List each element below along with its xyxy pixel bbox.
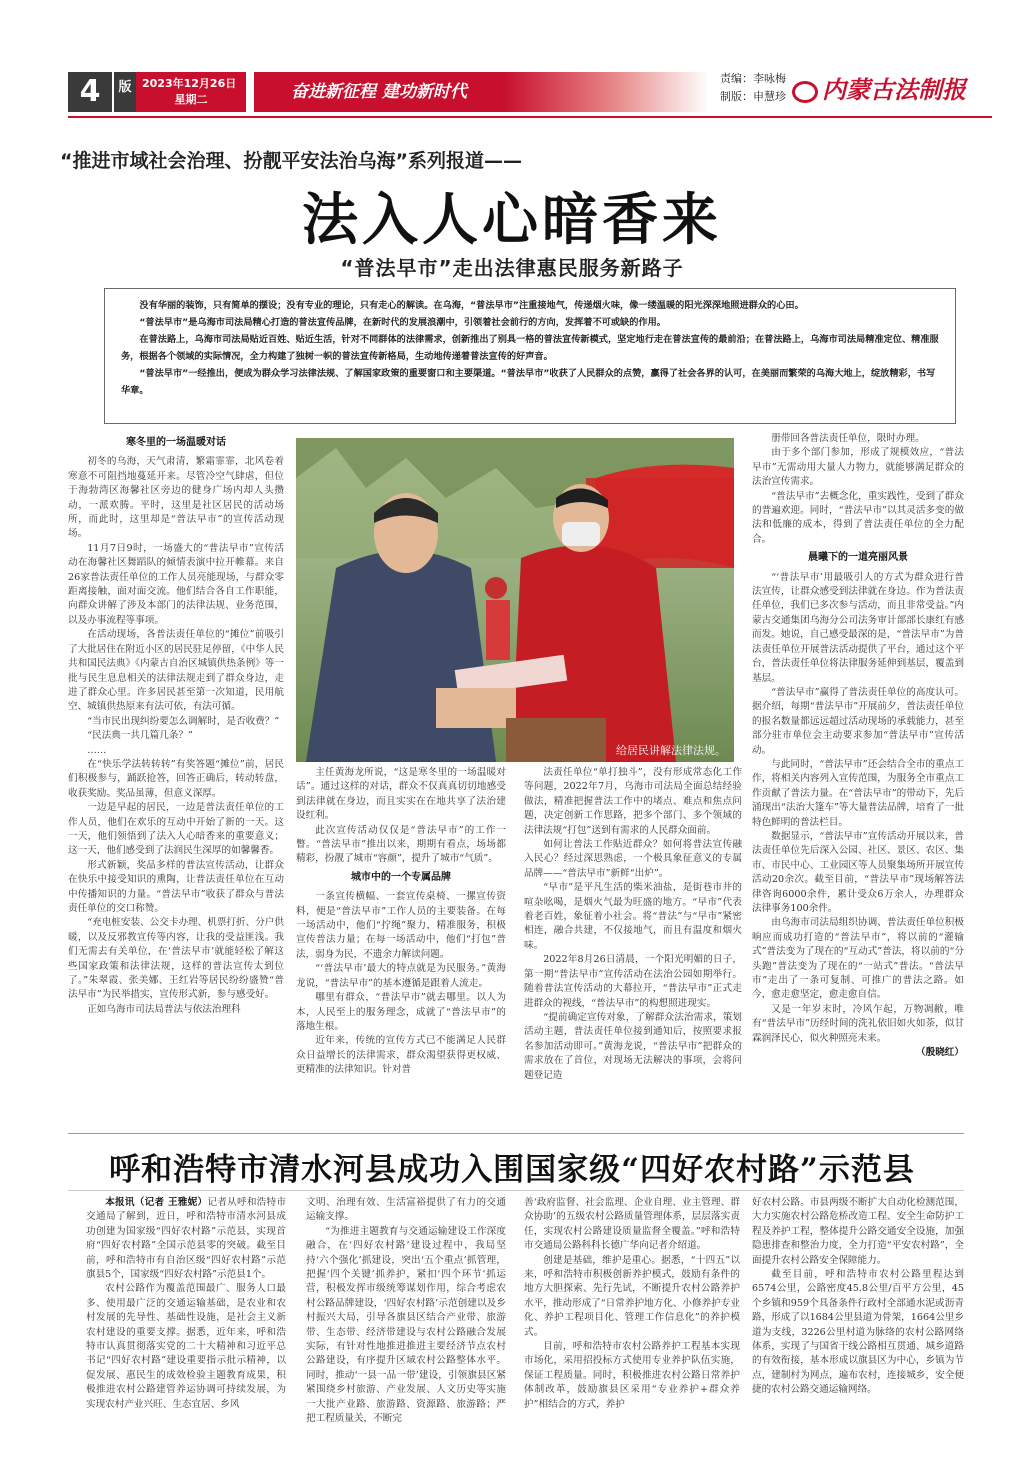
body-paragraph: 形式新颖，奖品多样的普法宣传活动，让群众在快乐中接受知识的熏陶，让普法责任单位在互动中传播知识的力量。“普法早市”收获了群众与普法责任单位的交口称赞。 [68,859,284,914]
masthead [792,70,992,110]
article-intro-box [104,288,956,424]
intro-paragraph: “普法早市”一经推出，便成为群众学习法律法规、了解国家政策的重要窗口和主要渠道。“普法早市”收获了人民群众的点赞，赢得了社会各界的认可，在美丽而繁荣的乌海大地上，绽放精彩，书写华章。 [121,368,936,396]
news-lead: 本报讯（记者 王雅妮） [105,1197,208,1208]
article-2-rule [68,1190,964,1191]
body-paragraph: 主任黄海龙所说，“这是寒冬里的一场温暖对话”。通过这样的对话，群众不仅真真切切地感受到法律就在身边，而且实实在在地共享了法治建设红利。 [296,767,506,822]
body-paragraph: “为推进主题教育与交通运输建设工作深度融合，在‘四好农村路’建设过程中，我局坚持‘六个强化’抓建设，突出‘五个重点’抓管理，把握‘四个关键’抓养护，紧扣‘四个环节’抓运营，积极发挥市级统筹谋划作用，综合考虑农村公路品牌建设，‘四好农村路’示范创建以及乡村振兴大局，引导各旗县区结合产业带、旅游带、生态带、经济带建设与农村公路融合发展实际，有针对性地推进推进主要经济节点农村公路建设，有序提升区域农村公路整体水平。同时，推动‘一县一品一带’建设，引领旗县区紧紧围绕乡村旅游、产业发展、人文历史等实施一大批产业路、旅游路、资源路、旅游路；严把工程质量关，不断完 [306,1225,506,1425]
article-2-headline: 呼和浩特市清水河县成功入围国家级“四好农村路”示范县 [109,1152,915,1188]
body-paragraph: 在“快乐学法转转转”有奖答题“摊位”前，居民们积极参与，踊跃抢答，回答正确后，转动转盘，收获奖励。奖品虽薄，但意义深厚。 [68,758,284,799]
body-paragraph: “普法早市”赢得了普法责任单位的高度认可。据介绍，每期“普法早市”开展前夕，普法责任单位的报名数量都远远超过活动现场的承载能力，甚至部分驻市单位会主动要求参加“普法早市”宣传活动。 [752,686,964,756]
section-heading: 城市中的一个专属品牌 [351,871,451,883]
body-paragraph: 在活动现场，各普法责任单位的“摊位”前吸引了大批居住在附近小区的居民驻足停留，《中华人民共和国民法典》《内蒙古自治区城镇供热条例》等一批与民生息息相关的法律法规走到了群众身边，走进了群众心里。许多居民甚至第一次知道，民用航空、城镇供热原来有法可依，有法可循。 [68,629,284,713]
body-paragraph: 如何让普法工作贴近群众？如何将普法宣传融入民心？经过深思熟虑，一个极具象征意义的专属品牌——“普法早市”新鲜“出炉”。 [524,839,742,879]
news-photo-illustration [296,438,734,762]
body-paragraph: 目前，呼和浩特市农村公路养护工程基本实现市场化，采用招投标方式使用专业养护队伍实施，保证工程质量。同时，积极推进农村公路日常养护体制改革，鼓励旗县区采用“专业养护+群众养护”相结合的方式，养护 [524,1341,740,1410]
body-paragraph: 农村公路作为覆盖范围最广、服务人口最多、使用最广泛的交通运输基础，是农业和农村发展的先导性、基础性设施，是社会主义新农村建设的重要支撑。据悉，近年来，呼和浩特市认真贯彻落实党的二十大精神和习近平总书记“四好农村路”建设重要指示批示精神，以促发展、惠民生的成效检验主题教育成果，积极推进农村公路建管养运协调可持续发展，为实现农村产业兴旺、生态宜居、乡风 [86,1283,286,1410]
body-paragraph: 册带回各普法责任单位，限时办理。 [771,433,925,444]
article-column-2 [296,766,506,1125]
body-paragraph: 创建是基础，维护是重心。据悉，“十四五”以来，呼和浩特市积极创新养护模式，鼓励有条件的地方大胆探索、先行先试，不断提升农村公路养护水平，推动形成了“日常养护地方化、小修养护专业化、养护工程项目化、管理工作信息化”的养护模式。 [524,1254,740,1338]
body-paragraph: 又是一年岁末时，冷风乍起，万物凋敝，唯有“普法早市”历经时间的洗礼依旧如火如荼，似甘霖润泽民心，似火种照亮未来。 [752,1003,964,1044]
article-column-4 [752,432,964,1125]
section-banner-gradient [504,72,709,112]
article-byline: （殷晓红） [916,1047,964,1059]
section-banner: 奋进新征程 建功新时代 [254,72,504,112]
body-paragraph: 2022年8月26日清晨，一个阳光明媚的日子，第一期“普法早市”宣传活动在法治公园如期举行。随着普法宣传活动的大幕拉开，“普法早市”正式走进群众的视线，“普法早市”的构想照进现实。 [524,954,742,1009]
editor-credits [720,70,786,106]
page-number: 4 [68,72,112,112]
issue-date: 2023年12月26日 [142,77,237,90]
body-paragraph: “早市”是平凡生活的柴米油盐，是街巷市井的喧杂吆喝，是烟火气最为旺盛的地方。“早市”代表着老百姓，象征着小社会。将“普法”与“早市”紧密相连，融合共建，不仅接地气，而且有温度和烟火味。 [524,882,742,951]
body-paragraph: 由于多个部门参加，形成了规模效应，“普法早市”无需动用大量人力物力，就能够满足群众的法治宣传需求。 [752,447,964,488]
body-paragraph: “当市民出现纠纷要怎么调解时，是否收费？” [87,715,280,727]
body-paragraph [86,1196,286,1282]
body-paragraph: 11月7日9时，一场盛大的“普法早市”宣传活动在海馨社区舞蹈队的倾情表演中拉开帷幕。来自26家普法责任单位的工作人员亮能现场，与群众零距离接触，面对面交流。他们结合各自工作职能，向群众讲解了涉及本部门的法律法规、业务范围，以及办事流程等事项。 [68,542,284,626]
body-paragraph: “‘普法早市’用最吸引人的方式为群众进行普法宣传，让群众感受到法律就在身边。作为普法责任单位，我们已多次参与活动，而且非常受益。”内蒙古交通集团乌海分公司法务审计部部长康红有感而发。她说，自己感受最深的是，“普法早市”为普法责任单位开展普法活动提供了平台，通过这个平台，普法责任单位将法律服务延伸到基层，覆盖到基层。 [752,571,964,684]
photo-caption: 给居民讲解法律法规。 [616,744,726,757]
body-paragraph: 截至目前，呼和浩特市农村公路里程达到6574公里，公路密度45.8公里/百平方公里，45个乡镇和959个具备条件行政村全部通水泥或沥青路，形成了以1684公里县道为骨架，1664公里乡道为支线，3226公里村道为脉络的农村公路网络体系，实现了与国省干线公路相互贯通、城乡道路的有效衔接，基本形成以旗县区为中心，乡镇为节点，建制村为网点，遍布农村，连接城乡，安全便捷的农村公路交通运输网络。 [752,1269,964,1396]
body-paragraph: 此次宣传活动仅仅是“普法早市”的工作一瞥。“普法早市”推出以来，期期有看点，场场都精彩，扮靓了城市“容颜”，提升了城市“气质”。 [296,824,506,865]
body-text: 记者从呼和浩特市交通局了解到，近日，呼和浩特市清水河县成功创建为国家级“四好农村路”示范县，实现首府“四好农村路”全国示范县零的突破。截至目前，呼和浩特市有自治区级“四好农村路”示范旗县5个，国家级“四好农村路”示范县1个。 [86,1197,286,1281]
header-rule [68,116,992,118]
article-headline: 法入人心暗香来 [302,187,722,253]
body-paragraph: 数据显示，“普法早市”宣传活动开展以来，普法责任单位先后深入公园、社区、景区、农区、集市、市民中心、工业园区等人员聚集场所开展宣传活动20余次。截至目前，“普法早市”现场解答法律咨询6000余件，累计受众6万余人，办理群众法律事务100余件。 [752,830,964,914]
article-column-3 [524,766,742,1125]
article-2-column-3 [524,1196,740,1458]
series-title: “推进市域社会治理、扮靓平安法治乌海”系列报道—— [60,150,522,172]
article-divider [68,1133,964,1134]
section-heading: 寒冬里的一场温暖对话 [126,437,226,448]
issue-date-box [136,72,246,112]
body-paragraph: “普法早市”去概念化，重实践性，受到了群众的普遍欢迎。同时，“普法早市”以其灵活多变的做法和低廉的成本，得到了普法责任单位的全力配合。 [752,490,964,545]
article-2-column-4 [752,1196,964,1458]
body-paragraph: 近年来，传统的宣传方式已不能满足人民群众日益增长的法律需求，群众渴望获得更权威、更精准的法律知识。针对普 [296,1035,506,1076]
body-paragraph: “民法典一共几篇几条？” [87,730,193,742]
body-paragraph: 正如乌海市司法局普法与依法治理科 [87,1003,241,1015]
body-paragraph: “充电桩安装、公交卡办理、机票打折、分户供暖，以及反邪教宣传等内容，让我的受益匪浅。我们无需去有关单位，在‘普法早市’就能轻松了解这些国家政策和法律法规，这样的普法宣传太到位了。”朱翠霞、张美娜、王红岩等居民纷纷盛赞“普法早市”为民举措实，宣传形式新，参与感受好。 [68,917,284,1001]
masthead-name: 内蒙古法制报 [822,75,966,104]
intro-paragraph: 没有华丽的装饰，只有简单的摆设；没有专业的理论，只有走心的解读。在乌海，“普法早市”注重接地气，传递烟火味，像一缕温暖的阳光深深地照进群众的心田。 [139,300,804,311]
body-paragraph: 初冬的乌海，天气肃清，繁霜霏霏，北风卷着寒意不可阻挡地蔓延开来。尽管冷空气肆虐，但位于海勃湾区海馨社区旁边的健身广场内却人头攒动，一派欢腾。平时，这里是社区居民的活动场所，而此时，这里却是“普法早市”的宣传活动现场。 [68,456,284,540]
article-2-column-1 [86,1196,286,1458]
article-subtitle: “普法早市”走出法律惠民服务新路子 [340,256,684,280]
newspaper-logo-icon [792,81,818,103]
body-paragraph: 文明、治理有效、生活富裕提供了有力的交通运输支撑。 [306,1197,506,1223]
intro-paragraph: 在普法路上，乌海市司法局贴近百姓、贴近生活，针对不同群体的法律需求，创新推出了别具一格的普法宣传新模式，坚定地行走在普法宣传的最前沿；在普法路上，乌海市司法局精准定位、精准服务，根据各个领域的实际情况，全力构建了独树一帜的普法宣传新格局，生动地传递着普法宣传的好声音。 [121,334,939,362]
editor-credit: 责编：李咏梅 [720,72,786,85]
producer-credit: 制版：申慧珍 [720,90,786,103]
body-paragraph: “‘普法早市’最大的特点就是为民服务。”黄海龙说，“普法早市”的基本遵循是跟着人流走。 [296,963,506,989]
article-column-1 [68,432,284,1125]
body-paragraph: 好农村公路。市县两级不断扩大自动化检测范围，大力实施农村公路危桥改造工程、安全生命防护工程及养护工程，整体提升公路交通安全设施，加强隐患排查和整治力度，全力打造“平安农村路”，全面提升农村公路安全保障能力。 [752,1197,964,1266]
body-paragraph: 与此同时，“普法早市”还会结合全市的重点工作，将相关内容列入宣传范围，为服务全市重点工作贡献了普法力量。在“普法早市”的带动下，先后涌现出“法治大篷车”等大量普法品牌，培育了一批特色鲜明的普法栏目。 [752,758,964,828]
news-photo [296,438,734,762]
body-paragraph: 一条宣传横幅、一套宣传桌椅、一摞宣传资料，便是“普法早市”工作人员的主要装备。在每一场活动中，他们“拧绳”聚力，精准服务，积极宣传普法力量；在每一场活动中，他们“打包”普法，弱身为民，不遗余力解读问题。 [296,891,506,960]
body-paragraph: 善‘政府监督、社会监理、企业自理、业主管理、群众协助’的五级农村公路质量管理体系，层层落实责任，实现农村公路建设质量监督全覆盖。”呼和浩特市交通局公路科科长德广华向记者介绍道。 [524,1197,740,1252]
body-paragraph: …… [87,744,107,756]
body-paragraph: “提前确定宣传对象，了解群众法治需求，策划活动主题，普法责任单位接到通知后，按照要求报名参加活动即可。”黄海龙说，“普法早市”把群众的需求放在了首位，对现场无法解决的事项，会将问题登记造 [524,1011,742,1081]
body-paragraph: 由乌海市司法局组织协调、普法责任单位积极响应而成功打造的“普法早市”，将以前的“灌输式”普法变为了现在的“互动式”普法，将以前的“分头跑”普法变为了现在的“一站式”普法。“普法早市”走出了一条可复制、可推广的普法之路。如今，愈走愈坚定，愈走愈自信。 [752,917,964,1001]
body-paragraph: 哪里有群众，“普法早市”就去哪里。以人为本，人民至上的服务理念，成就了“普法早市”的落地生根。 [296,992,506,1032]
page-ban-label: 版 [114,72,136,112]
body-paragraph: 法责任单位“单打独斗”，没有形成常态化工作等问题，2022年7月，乌海市司法局全面总结经验做法，精准把握普法工作中的堵点、难点和焦点问题，决定创新工作思路，把多个部门、多个领域的法律法规“打包”送到有需求的人民群众面前。 [524,767,742,836]
issue-weekday: 星期二 [174,93,208,106]
section-heading: 晨曦下的一道亮丽风景 [808,552,908,564]
article-2-column-2 [306,1196,506,1458]
body-paragraph: 一边是早起的居民，一边是普法责任单位的工作人员，他们在欢乐的互动中开始了新的一天。这一天，他们领悟到了法入人心暗香来的重要意义；这一天，他们感受到了法润民生深厚的如馨馨香。 [68,802,284,857]
intro-paragraph: “普法早市”是乌海市司法局精心打造的普法宣传品牌，在新时代的发展浪潮中，引领着社会前行的方向，发挥着不可或缺的作用。 [139,317,666,328]
